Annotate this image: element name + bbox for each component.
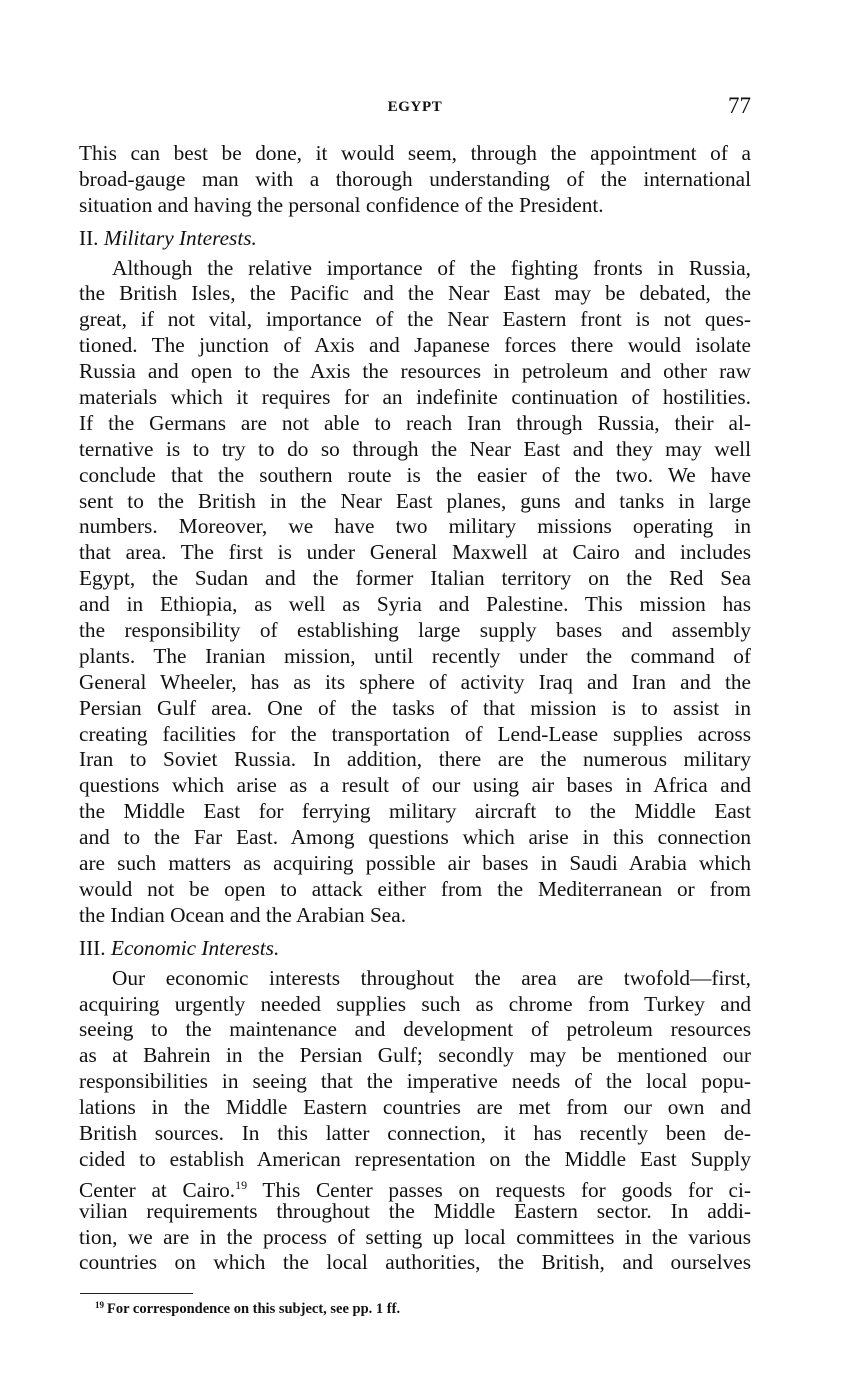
footnote-marker: 19 (95, 1300, 104, 1310)
text-line: sent to the British in the Near East planes, guns and tanks in large (79, 488, 751, 513)
text-line: lations in the Middle Eastern countries are met from our own and (79, 1095, 751, 1120)
page-header (79, 93, 751, 125)
text-line: broad-gauge man with a thorough understanding of the international (79, 166, 751, 191)
text-line: the responsibility of establishing large supply bases and assembly (79, 618, 751, 643)
text-line: British sources. In this latter connection, it has recently been de- (79, 1120, 751, 1145)
running-title: EGYPT (387, 99, 443, 115)
section-title: Military Interests. (103, 225, 257, 250)
footnote (95, 1300, 400, 1318)
text-line: Egypt, the Sudan and the former Italian territory on the Red Sea (79, 566, 751, 591)
text-line: cided to establish American representation on the Middle East Supply (79, 1146, 751, 1171)
text-fragment: Center at Cairo. (79, 1177, 236, 1202)
paragraph-economic (79, 966, 751, 1277)
text-line: and in Ethiopia, as well as Syria and Palestine. This mission has (79, 592, 751, 617)
text-line: situation and having the personal confidence of the President. (79, 192, 604, 217)
text-fragment: This Center passes on requests for goods for ci- (247, 1177, 751, 1202)
body-text (79, 141, 751, 1276)
text-line: conclude that the southern route is the easier of the two. We have (79, 462, 751, 487)
text-line: great, if not vital, importance of the Near Eastern front is not ques- (79, 307, 751, 332)
section-numeral: II. (79, 225, 99, 250)
text-line: as at Bahrein in the Persian Gulf; secondly may be mentioned our (79, 1043, 751, 1068)
text-line: If the Germans are not able to reach Iran through Russia, their al- (79, 410, 751, 435)
text-line: would not be open to attack either from the Mediterranean or from (79, 876, 751, 901)
text-line: Our economic interests throughout the area are twofold—first, (112, 965, 751, 990)
section-heading-military (79, 226, 751, 252)
text-line: the Middle East for ferrying military aircraft to the Middle East (79, 799, 751, 824)
text-line: the Indian Ocean and the Arabian Sea. (79, 902, 407, 927)
text-line: General Wheeler, has as its sphere of activity Iraq and Iran and the (79, 669, 751, 694)
text-line: are such matters as acquiring possible air bases in Saudi Arabia which (79, 851, 751, 876)
text-line: acquiring urgently needed supplies such as chrome from Turkey and (79, 991, 751, 1016)
text-line: countries on which the local authorities, the British, and ourselves (79, 1250, 751, 1275)
section-heading-economic (79, 936, 751, 962)
text-line: materials which it requires for an indefinite continuation of hostilities. (79, 385, 751, 410)
section-numeral: III. (79, 935, 106, 960)
text-line: questions which arise as a result of our using air bases in Africa and (79, 773, 751, 798)
text-line: responsibilities in seeing that the imperative needs of the local popu- (79, 1069, 751, 1094)
section-title: Economic Interests. (110, 935, 280, 960)
text-line: Iran to Soviet Russia. In addition, there are the numerous military (79, 747, 751, 772)
text-line: Russia and open to the Axis the resources in petroleum and other raw (79, 359, 751, 384)
text-line: plants. The Iranian mission, until recently under the command of (79, 643, 751, 668)
text-line: creating facilities for the transportation of Lend-Lease supplies across (79, 721, 751, 746)
footnote-text: For correspondence on this subject, see pp. 1 ff. (107, 1301, 401, 1317)
page-number: 77 (728, 93, 751, 118)
text-line: tion, we are in the process of setting up local committees in the various (79, 1224, 751, 1249)
footnote-divider (80, 1293, 193, 1294)
text-line: Although the relative importance of the fighting fronts in Russia, (112, 255, 751, 280)
text-line: numbers. Moreover, we have two military missions operating in (79, 514, 751, 539)
text-line: Persian Gulf area. One of the tasks of that mission is to assist in (79, 695, 751, 720)
text-line: vilian requirements throughout the Middle Eastern sector. In addi- (79, 1198, 751, 1223)
text-line: seeing to the maintenance and development of petroleum resources (79, 1017, 751, 1042)
text-line: This can best be done, it would seem, through the appointment of a (79, 141, 751, 165)
text-line: and to the Far East. Among questions which arise in this connection (79, 825, 751, 850)
text-line: ternative is to try to do so through the Near East and they may well (79, 436, 751, 461)
footnote-reference[interactable]: 19 (235, 1177, 248, 1192)
text-line-with-footnote-ref (79, 1173, 751, 1202)
text-line: tioned. The junction of Axis and Japanese forces there would isolate (79, 333, 751, 358)
paragraph-intro (79, 141, 751, 219)
paragraph-military (79, 256, 751, 929)
text-line: that area. The first is under General Maxwell at Cairo and includes (79, 540, 751, 565)
text-line: the British Isles, the Pacific and the Near East may be debated, the (79, 281, 751, 306)
